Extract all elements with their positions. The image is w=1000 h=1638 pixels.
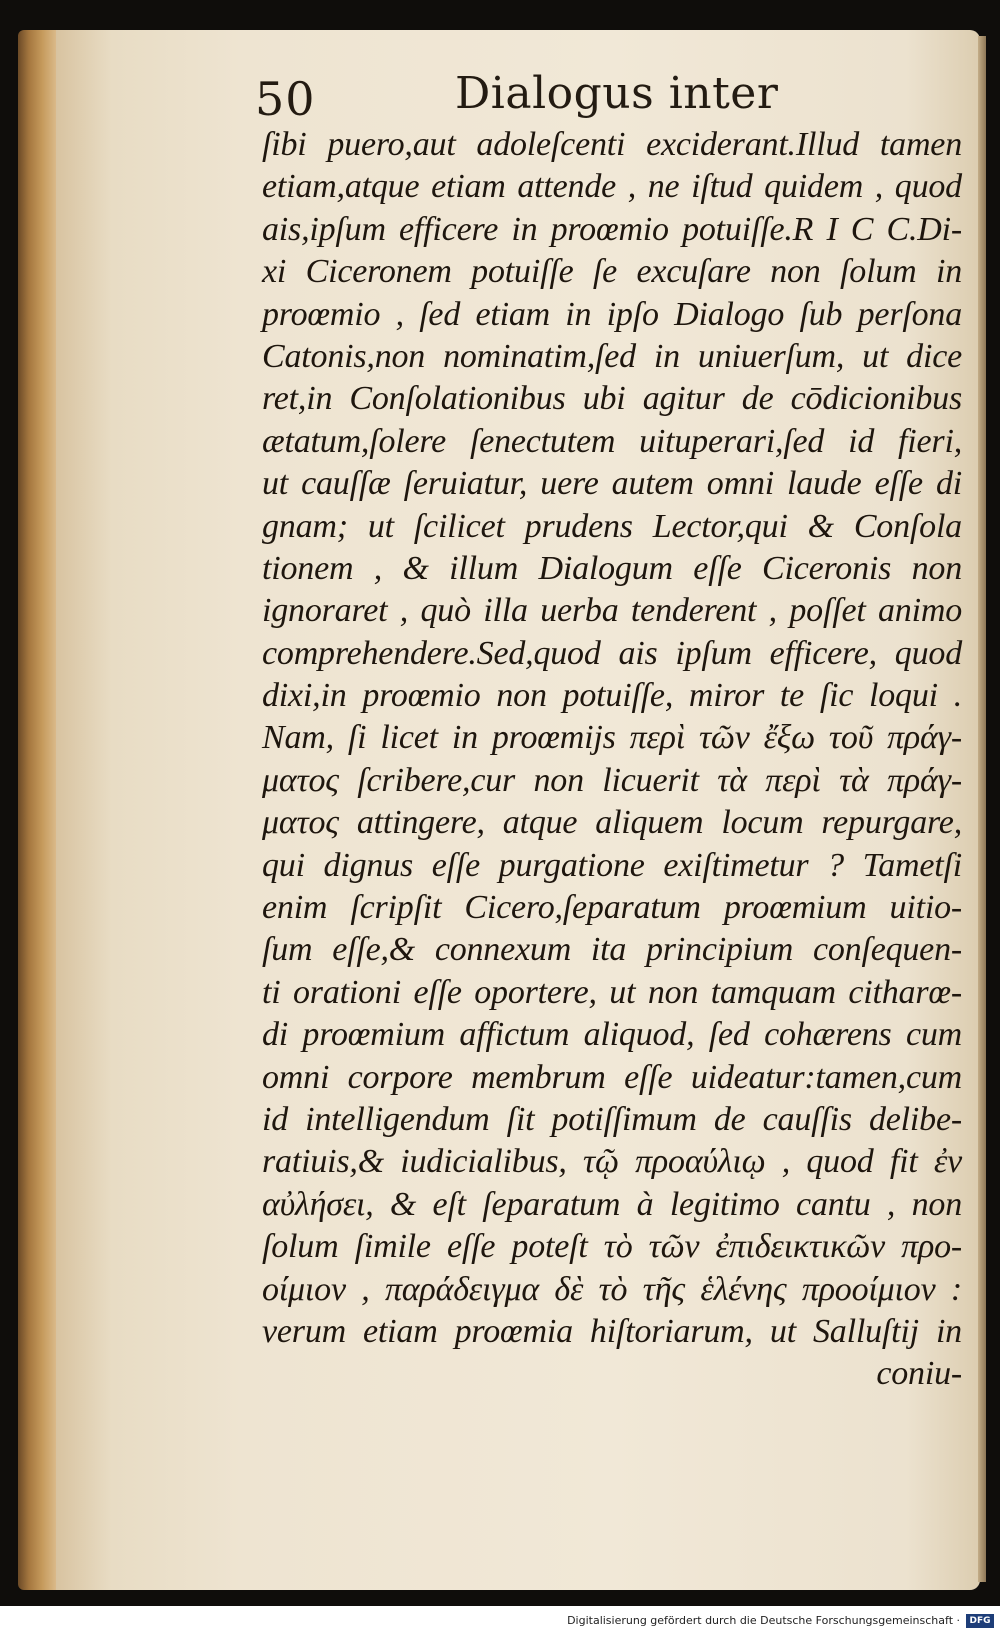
text-line: comprehendere.Sed,quod ais ipſum efficere, quod — [262, 634, 962, 672]
text-line: ti orationi eſſe oportere, ut non tamquam citharœ- — [262, 973, 962, 1011]
funding-credit: Digitalisierung gefördert durch die Deutsche Forschungsgemeinschaft · — [567, 1614, 960, 1627]
catchword: coniu- — [876, 1355, 962, 1393]
text-line: ætatum,ſolere ſenectutem uituperari,ſed id fieri, — [262, 422, 962, 460]
text-line: ret,in Conſolationibus ubi agitur de cōdicionibus — [262, 380, 962, 418]
text-line: οίμιον , παράδειγμα δὲ τὸ τῆς ἑλένης προοίμιον : — [262, 1270, 962, 1308]
text-line: ſolum ſimile eſſe poteſt τὸ τῶν ἐπιδεικτικῶν προ- — [262, 1228, 962, 1266]
text-line: xi Ciceronem potuiſſe ſe excuſare non ſolum in — [262, 253, 962, 291]
footer-bar — [0, 1606, 1000, 1638]
page-header — [255, 68, 935, 128]
text-line: proœmio , ſed etiam in ipſo Dialogo ſub perſona — [262, 295, 962, 333]
text-line: qui dignus eſſe purgatione exiſtimetur ? Tametſi — [262, 846, 962, 884]
text-line: Catonis,non nominatim,ſed in uniuerſum, ut dice — [262, 337, 962, 375]
running-head: Dialogus inter — [455, 68, 779, 119]
text-line: enim ſcripſit Cicero,ſeparatum proœmium uitio- — [262, 889, 962, 927]
text-line: ut cauſſæ ſeruiatur, uere autem omni laude eſſe di — [262, 465, 962, 503]
text-line: Nam, ſi licet in proœmijs περὶ τῶν ἔξω τοῦ πράγ- — [262, 719, 962, 757]
text-line: ματος attingere, atque aliquem locum repurgare, — [262, 804, 962, 842]
text-line: tionem , & illum Dialogum eſſe Ciceronis non — [262, 549, 962, 587]
page-number: 50 — [255, 72, 316, 126]
text-line: ματος ſcribere,cur non licuerit τὰ περὶ τὰ πράγ- — [262, 761, 962, 799]
text-line: dixi,in proœmio non potuiſſe, miror te ſic loqui . — [262, 677, 962, 715]
text-line: ais,ipſum efficere in proœmio potuiſſe.R I C C.Di- — [262, 210, 962, 248]
page-edge-right — [978, 36, 986, 1582]
text-line: omni corpore membrum eſſe uideatur:tamen,cum — [262, 1058, 962, 1096]
text-line: id intelligendum ſit potiſſimum de cauſſis delibe- — [262, 1100, 962, 1138]
text-line: ratiuis,& iudicialibus, τῷ προαύλιῳ , quod fit ἐν — [262, 1143, 962, 1181]
dfg-logo-icon: DFG — [966, 1614, 994, 1628]
text-line: αὐλήσει, & eſt ſeparatum à legitimo cantu , non — [262, 1185, 962, 1223]
text-line: ignoraret , quò illa uerba tenderent , poſſet animo — [262, 592, 962, 630]
text-line: verum etiam proœmia hiſtoriarum, ut Salluſtij in — [262, 1312, 962, 1350]
text-line: etiam,atque etiam attende , ne iſtud quidem , quod — [262, 168, 962, 206]
text-line: ſum eſſe,& connexum ita principium conſequen- — [262, 931, 962, 969]
text-line: di proœmium affictum aliquod, ſed cohærens cum — [262, 1016, 962, 1054]
body-text — [262, 124, 962, 1396]
text-line: gnam; ut ſcilicet prudens Lector,qui & Conſola — [262, 507, 962, 545]
text-line: ſibi puero,aut adoleſcenti exciderant.Illud tamen — [262, 126, 962, 163]
